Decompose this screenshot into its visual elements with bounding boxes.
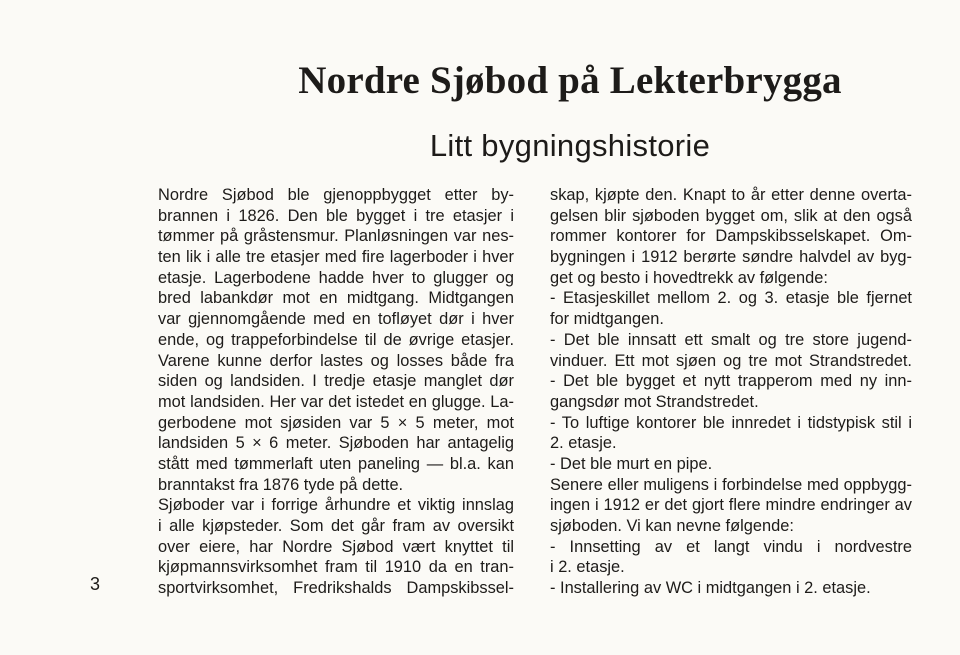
text-line: - Det ble murt en pipe.: [550, 455, 713, 473]
text-line: Senere eller muligens i forbindelse med oppbygg-: [550, 475, 912, 494]
text-line: stått med tømmerlaft uten paneling — bl.a. kan: [158, 454, 514, 473]
text-line: get og besto i hovedtrekk av følgende:: [550, 268, 828, 287]
text-line: gelsen blir sjøboden bygget om, slik at den også: [550, 206, 912, 225]
text-line: landsiden 5 × 6 meter. Sjøboden har antagelig: [158, 434, 514, 453]
text-line: - Innsetting av et langt vindu i nordvestre: [550, 537, 912, 556]
page-title: Nordre Sjøbod på Lekterbrygga: [298, 59, 842, 102]
text-line: etasje. Lagerbodene hadde hver to glugger og: [158, 268, 514, 287]
text-line: bred labankdør mot en midtgang. Midtgangen: [158, 289, 514, 308]
text-line: 2. etasje.: [550, 434, 617, 453]
text-line: ten lik i alle tre etasjer med fire lagerboder i hver: [158, 248, 514, 267]
text-line: kjøpmannsvirksomhet fram til 1910 da en tran-: [158, 558, 514, 577]
page-subtitle: Litt bygningshistorie: [429, 128, 711, 163]
text-line: mot landsiden. Her var det istedet en glugge. La-: [158, 392, 514, 411]
text-line: gerbodene mot sjøsiden var 5 × 5 meter, mot: [158, 413, 514, 432]
text-line: var gjennomgående med en tofløyet dør i hver: [158, 310, 514, 329]
text-line: i alle kjøpsteder. Som det går fram av oversikt: [158, 517, 514, 536]
text-line: i 2. etasje.: [550, 558, 625, 577]
text-line: Varene kunne derfor lastes og losses både fra: [158, 351, 514, 370]
text-line: - To luftige kontorer ble innredet i tidstypisk stil i: [550, 413, 912, 432]
text-line: brannen i 1826. Den ble bygget i tre etasjer i: [158, 206, 514, 225]
page-number: 3: [90, 574, 101, 594]
text-line: gangsdør mot Strandstredet.: [550, 392, 759, 411]
text-line: tømmer på gråstensmur. Planløsningen var nes-: [158, 227, 514, 246]
text-line: branntakst fra 1876 tyde på dette.: [158, 475, 404, 494]
text-line: ende, og trappeforbindelse til de øvrige etasjer.: [158, 330, 514, 349]
text-line: bygningen i 1912 berørte søndre halvdel av byg-: [550, 248, 912, 267]
text-line: - Installering av WC i midtgangen i 2. etasje.: [550, 579, 871, 598]
text-line: Sjøboder var i forrige århundre et viktig innslag: [158, 496, 514, 515]
text-line: sportvirksomhet, Fredrikshalds Dampskibssel-: [158, 579, 514, 598]
text-line: vinduer. Ett mot sjøen og tre mot Strandstredet.: [550, 351, 912, 370]
text-line: over eiere, har Nordre Sjøbod vært knyttet til: [158, 537, 514, 556]
text-line: rommer kontorer for Dampskibsselskapet. Om-: [550, 227, 912, 246]
text-line: - Etasjeskillet mellom 2. og 3. etasje ble fjernet: [550, 289, 912, 308]
text-line: Nordre Sjøbod ble gjenoppbygget etter by-: [158, 186, 514, 204]
text-line: - Det ble innsatt ett smalt og tre store jugend-: [550, 330, 912, 349]
text-line: sjøboden. Vi kan nevne følgende:: [550, 517, 794, 536]
text-line: siden og landsiden. I tredje etasje manglet dør: [158, 372, 514, 391]
left-text-column: [158, 185, 514, 599]
text-line: ingen i 1912 er det gjort flere mindre endringer av: [550, 496, 912, 515]
text-line: skap, kjøpte den. Knapt to år etter denne overta-: [550, 186, 912, 204]
right-text-column: [550, 185, 912, 599]
text-line: for midtgangen.: [550, 310, 664, 329]
text-line: - Det ble bygget et nytt trapperom med ny inn-: [550, 372, 912, 391]
